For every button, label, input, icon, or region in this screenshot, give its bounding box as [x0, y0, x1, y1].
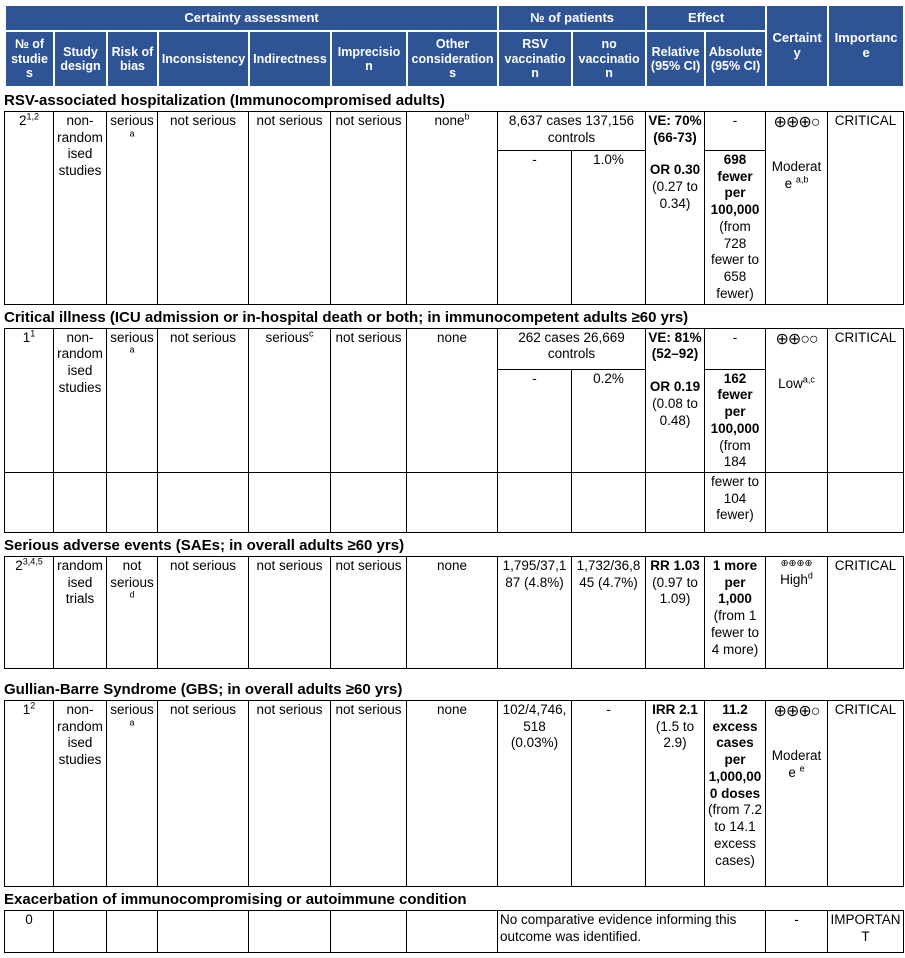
- cell-novax-patients: 1,732/36,845 (4.7%): [572, 557, 646, 669]
- cell-indirectness: not serious: [249, 701, 331, 887]
- cell-patients-merged: 8,637 cases 137,156 controls: [498, 112, 646, 151]
- footnote-ref: c: [309, 328, 314, 339]
- table-serious-adverse-events: [4, 556, 904, 669]
- footnote-ref: 2: [30, 700, 36, 711]
- relative-or: OR 0.19 (0.08 to 0.48): [649, 379, 701, 428]
- cell-certainty: -: [766, 911, 828, 953]
- cell-n-studies: 1$^2$: [5, 701, 54, 887]
- cell-novax-subrow: 0.2%: [572, 369, 646, 472]
- cell-risk-of-bias: not serious$^d$: [107, 557, 158, 669]
- grade-symbols: ⊕⊕⊕○: [773, 114, 820, 131]
- cell-other-considerations: none: [407, 328, 498, 472]
- cell-empty: [766, 473, 828, 533]
- header-col-imprecision: Imprecision: [331, 31, 407, 87]
- spacer: [648, 363, 702, 379]
- cell-novax-subrow: 1.0%: [572, 151, 646, 305]
- cell-absolute-effect: 11.2 excess cases per 1,000,000 doses (from 7.2 to 14.1 excess cases): [705, 701, 766, 887]
- cell-empty: [498, 473, 572, 533]
- cell-study-design: non-randomised studies: [54, 328, 107, 472]
- table-rsv-hospitalization: [4, 111, 904, 305]
- cell-no-evidence-note: No comparative evidence informing this outcome was identified.: [498, 911, 766, 953]
- section-title-gbs: Gullian-Barre Syndrome (GBS; in overall adults ≥60 yrs): [4, 681, 403, 699]
- header-group-effect: Effect: [646, 5, 766, 31]
- cell-empty: [572, 473, 646, 533]
- cell-n-studies: 2$^{1,2}$: [5, 112, 54, 305]
- cell-certainty: [766, 328, 828, 472]
- header-col-studies: № of studies: [5, 31, 54, 87]
- cell-empty: [158, 911, 249, 953]
- cell-n-studies: 0: [5, 911, 54, 953]
- cell-risk-of-bias: serious$^a$: [107, 701, 158, 887]
- cell-absolute-effect: 698 fewer per 100,000 (from 728 fewer to 658 fewer): [705, 151, 766, 305]
- cell-study-design: non-randomised studies: [54, 701, 107, 887]
- footnote-ref: 3,4,5: [22, 556, 43, 567]
- cell-other-considerations: none: [407, 557, 498, 669]
- header-col-indirectness: Indirectness: [249, 31, 331, 87]
- cell-n-studies: 2$^{3,4,5}$: [5, 557, 54, 669]
- cell-inconsistency: not serious: [158, 701, 249, 887]
- cell-imprecision: not serious: [331, 328, 407, 472]
- cell-absolute-continuation: fewer to 104 fewer): [705, 473, 766, 533]
- cell-imprecision: not serious: [331, 557, 407, 669]
- cell-other-considerations: none$^b$: [407, 112, 498, 305]
- cell-novax-patients: -: [572, 701, 646, 887]
- cell-empty: [646, 473, 705, 533]
- cell-empty: [407, 911, 498, 953]
- cell-empty: [828, 473, 904, 533]
- header-group-certainty-assessment: Certainty assessment: [5, 5, 498, 31]
- cell-importance: CRITICAL: [828, 701, 904, 887]
- cell-empty: [107, 473, 158, 533]
- cell-importance: IMPORTANT: [828, 911, 904, 953]
- table-gbs: [4, 700, 904, 887]
- cell-relative-effect: [646, 328, 705, 472]
- section-title-serious-adverse-events: Serious adverse events (SAEs; in overall adults ≥60 yrs): [4, 537, 405, 555]
- header-col-other-considerations: Other considerations: [407, 31, 498, 87]
- cell-indirectness: serious$^c$: [249, 328, 331, 472]
- cell-empty: [5, 473, 54, 533]
- footnote-ref: a: [129, 344, 135, 355]
- cell-absolute-dash: -: [705, 112, 766, 151]
- cell-study-design: non-randomised studies: [54, 112, 107, 305]
- cell-importance: CRITICAL: [828, 557, 904, 669]
- cell-certainty: [766, 112, 828, 305]
- cell-empty: [331, 473, 407, 533]
- header-col-certainty: Certainty: [766, 5, 828, 87]
- cell-importance: CRITICAL: [828, 328, 904, 472]
- certainty-label: Moderate $^{a,b}$: [771, 159, 822, 191]
- cell-empty: [158, 473, 249, 533]
- cell-absolute-effect: 162 fewer per 100,000 (from 184: [705, 369, 766, 472]
- cell-empty: [54, 911, 107, 953]
- footnote-ref: 1: [30, 328, 36, 339]
- cell-absolute-effect: 1 more per 1,000 (from 1 fewer to 4 more): [705, 557, 766, 669]
- relative-ve: VE: 81% (52–92): [648, 329, 702, 362]
- cell-empty: [331, 911, 407, 953]
- certainty-label: High$^d$: [780, 570, 813, 588]
- header-col-risk-of-bias: Risk of bias: [107, 31, 158, 87]
- footnote-ref: b: [464, 111, 470, 122]
- cell-inconsistency: not serious: [158, 328, 249, 472]
- cell-rsv-patients: 1,795/37,187 (4.8%): [498, 557, 572, 669]
- cell-rsv-subrow: -: [498, 151, 572, 305]
- section-title-rsv-hospitalization: RSV-associated hospitalization (Immunocompromised adults): [4, 92, 445, 109]
- cell-n-studies: 1$^1$: [5, 328, 54, 472]
- cell-study-design: randomised trials: [54, 557, 107, 669]
- header-col-rsv-vaccination: RSV vaccination: [498, 31, 572, 87]
- header-col-no-vaccination: no vaccination: [572, 31, 646, 87]
- footnote-ref: a: [129, 717, 135, 728]
- grade-symbols: ⊕⊕○○: [775, 330, 818, 348]
- grade-symbols: ⊕⊕⊕○: [773, 703, 820, 721]
- cell-risk-of-bias: serious$^a$: [107, 112, 158, 305]
- cell-patients-merged: 262 cases 26,669 controls: [498, 328, 646, 369]
- cell-empty: [249, 473, 331, 533]
- cell-imprecision: not serious: [331, 112, 407, 305]
- spacer: [648, 146, 702, 162]
- table-critical-illness: [4, 328, 904, 533]
- cell-certainty: [766, 557, 828, 669]
- cell-empty: [107, 911, 158, 953]
- header-col-importance: Importance: [828, 5, 904, 87]
- cell-risk-of-bias: serious$^a$: [107, 328, 158, 472]
- footnote-ref: a: [129, 128, 135, 139]
- header-group-no-of-patients: № of patients: [498, 5, 646, 31]
- cell-empty: [54, 473, 107, 533]
- relative-ve: VE: 70% (66-73): [648, 113, 702, 145]
- cell-rsv-patients: 102/4,746,518 (0.03%): [498, 701, 572, 887]
- cell-rsv-subrow: -: [498, 369, 572, 472]
- certainty-label: Low$^{a,c}$: [778, 374, 815, 391]
- cell-empty: [249, 911, 331, 953]
- header-col-absolute: Absolute (95% CI): [705, 31, 766, 87]
- relative-or: OR 0.30 (0.27 to 0.34): [649, 162, 701, 211]
- table-header: [4, 4, 905, 88]
- cell-relative-effect: RR 1.03 (0.97 to 1.09): [646, 557, 705, 669]
- certainty-label: Moderate $^e$: [771, 748, 822, 780]
- cell-relative-effect: IRR 2.1 (1.5 to 2.9): [646, 701, 705, 887]
- cell-relative-effect: [646, 112, 705, 305]
- cell-indirectness: not serious: [249, 557, 331, 669]
- footnote-ref: 1,2: [26, 111, 40, 122]
- cell-certainty: [766, 701, 828, 887]
- footnote-ref: d: [129, 589, 135, 600]
- header-col-inconsistency: Inconsistency: [158, 31, 249, 87]
- grade-symbols: ⊕⊕⊕⊕: [780, 558, 813, 570]
- cell-empty: [407, 473, 498, 533]
- cell-other-considerations: none: [407, 701, 498, 887]
- header-col-design: Study design: [54, 31, 107, 87]
- section-title-exacerbation: Exacerbation of immunocompromising or autoimmune condition: [4, 891, 467, 909]
- cell-indirectness: not serious: [249, 112, 331, 305]
- table-exacerbation: [4, 910, 904, 953]
- section-title-critical-illness: Critical illness (ICU admission or in-hospital death or both; in immunocompetent adults ≥60 yrs): [4, 308, 689, 326]
- header-col-relative: Relative (95% CI): [646, 31, 705, 87]
- cell-importance: CRITICAL: [828, 112, 904, 305]
- cell-absolute-dash: -: [705, 328, 766, 369]
- cell-inconsistency: not serious: [158, 557, 249, 669]
- cell-imprecision: not serious: [331, 701, 407, 887]
- cell-inconsistency: not serious: [158, 112, 249, 305]
